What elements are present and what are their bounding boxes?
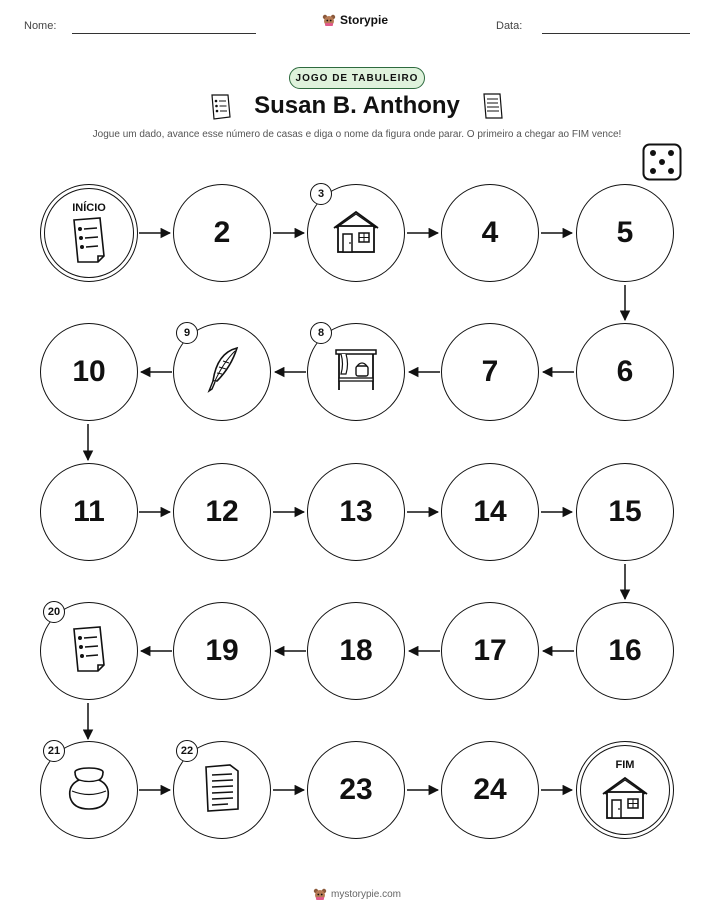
cell-number: 23 <box>339 773 373 806</box>
cell-number-tag: 20 <box>43 601 65 623</box>
cell-number: 19 <box>205 634 239 667</box>
board-cell-19 <box>173 602 271 700</box>
cell-number: 11 <box>73 495 105 528</box>
checklist-icon <box>67 216 111 269</box>
board-cell-17 <box>441 602 539 700</box>
checklist-icon <box>67 625 111 678</box>
quill-icon <box>201 345 243 400</box>
document-icon <box>200 763 244 818</box>
cell-number-tag: 22 <box>176 740 198 762</box>
board-cell-9 <box>173 323 271 421</box>
storypie-logo-icon <box>313 887 327 901</box>
board-cell-5 <box>576 184 674 282</box>
cell-number: 6 <box>616 355 634 388</box>
date-label: Data: <box>496 20 523 32</box>
cell-number: 13 <box>339 495 373 528</box>
cell-number: 16 <box>608 634 642 667</box>
board-cell-23 <box>307 741 405 839</box>
board-cell-13 <box>307 463 405 561</box>
cell-number: 4 <box>481 216 499 249</box>
board-cell-16 <box>576 602 674 700</box>
footer-url: mystorypie.com <box>330 888 401 900</box>
cell-number: 14 <box>473 495 507 528</box>
board-cell-11 <box>40 463 138 561</box>
board-cell-4 <box>441 184 539 282</box>
board-cell-15 <box>576 463 674 561</box>
cell-number-tag: 3 <box>310 183 332 205</box>
board-cell-12 <box>173 463 271 561</box>
board-cell-18 <box>307 602 405 700</box>
cell-number: 7 <box>481 355 499 388</box>
cell-number: 2 <box>213 216 231 249</box>
brand-name: Storypie <box>340 13 389 27</box>
board-cell-25 <box>576 741 674 839</box>
washstand-icon <box>332 346 380 399</box>
board-cell-24 <box>441 741 539 839</box>
name-label: Nome: <box>24 20 57 32</box>
cell-number-tag: 8 <box>310 322 332 344</box>
board-cell-14 <box>441 463 539 561</box>
cell-number: 18 <box>339 634 373 667</box>
cell-number: 24 <box>473 773 507 806</box>
board-cell-10 <box>40 323 138 421</box>
cell-number-tag: 9 <box>176 322 198 344</box>
board-cell-22 <box>173 741 271 839</box>
cell-number: 12 <box>205 495 239 528</box>
board-cell-7 <box>441 323 539 421</box>
board-cell-3 <box>307 184 405 282</box>
cell-number: 5 <box>616 216 634 249</box>
board-cell-1 <box>40 184 138 282</box>
board-cell-2 <box>173 184 271 282</box>
cell-number: 15 <box>608 495 642 528</box>
cell-number: 10 <box>72 355 106 388</box>
game-type-badge: JOGO DE TABULEIRO <box>289 67 425 89</box>
clay-pot-icon <box>64 765 114 816</box>
board-cell-6 <box>576 323 674 421</box>
house-icon <box>330 208 382 259</box>
start-label: INÍCIO <box>72 202 106 214</box>
page-title: Susan B. Anthony <box>254 92 460 119</box>
instructions: Jogue um dado, avance esse número de casas e diga o nome da figura onde parar. O primeiro a chegar ao FIM vence! <box>92 129 622 140</box>
cell-number-tag: 21 <box>43 740 65 762</box>
end-label: FIM <box>615 759 635 771</box>
board-cell-21 <box>40 741 138 839</box>
board-cell-8 <box>307 323 405 421</box>
cell-number: 17 <box>473 634 507 667</box>
board-cell-20 <box>40 602 138 700</box>
house-icon <box>599 774 651 825</box>
footer <box>0 887 714 901</box>
